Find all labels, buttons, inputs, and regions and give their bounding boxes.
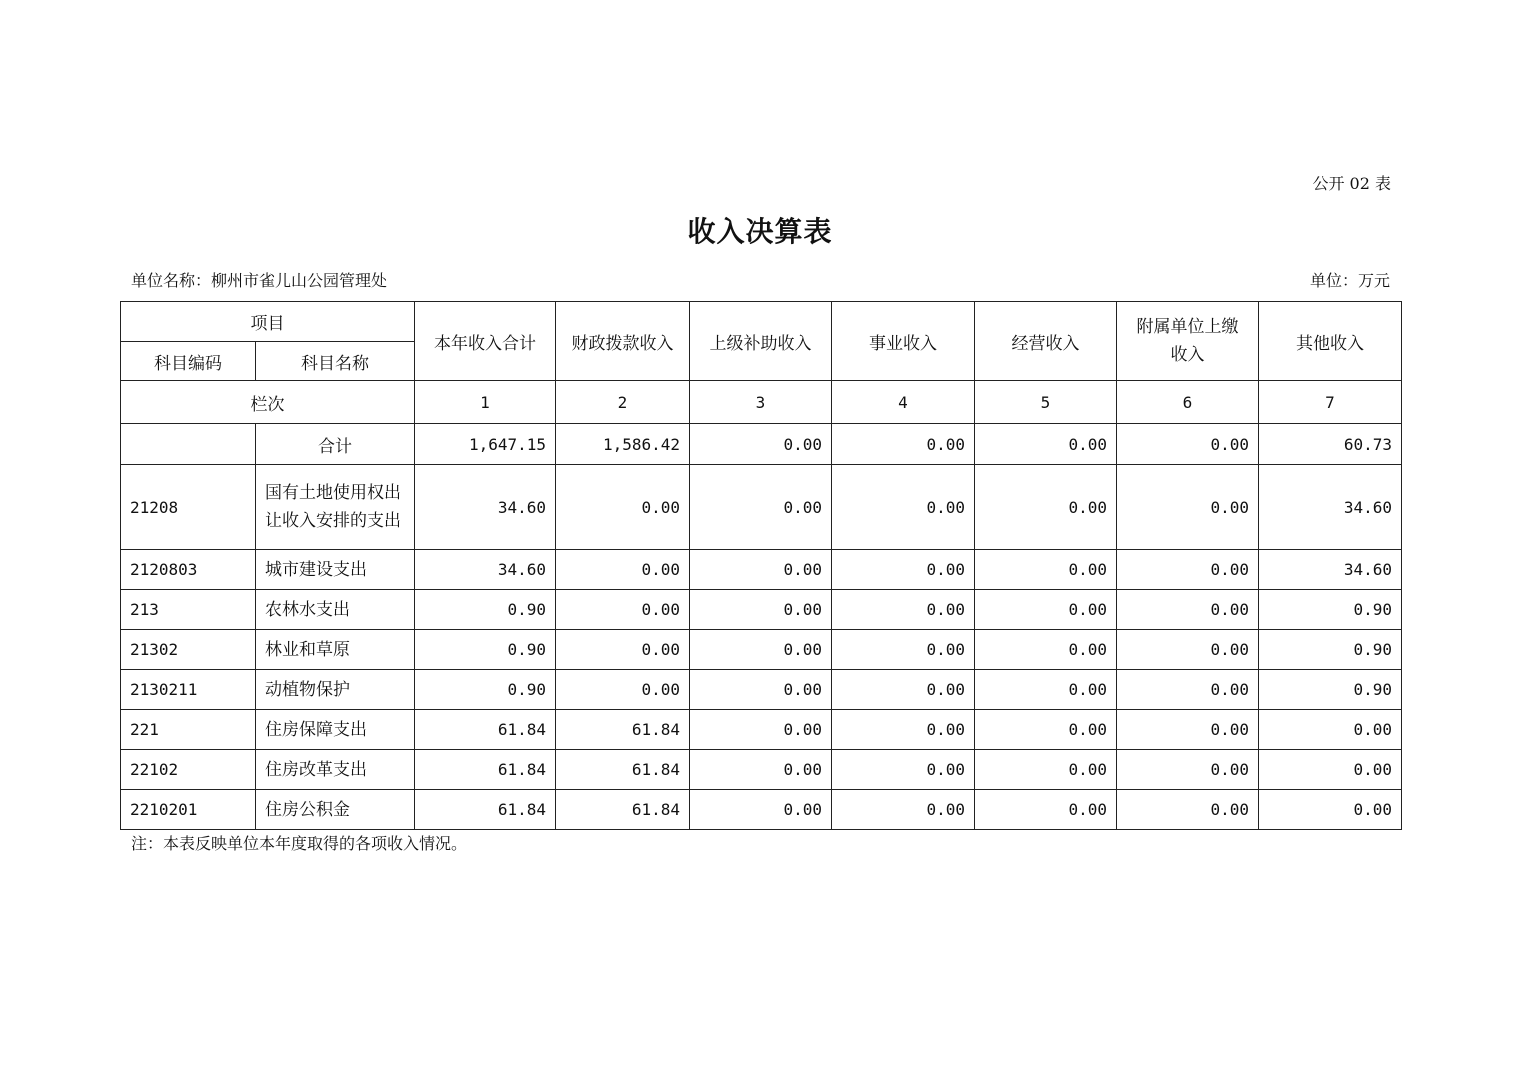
amount-cell: 0.00 bbox=[832, 670, 975, 710]
amount-cell: 0.00 bbox=[832, 550, 975, 590]
total-value: 0.00 bbox=[832, 424, 975, 465]
column-index-cell: 7 bbox=[1259, 381, 1402, 424]
header-col-other: 其他收入 bbox=[1259, 302, 1402, 381]
amount-cell: 0.00 bbox=[832, 790, 975, 830]
amount-cell: 0.00 bbox=[975, 750, 1117, 790]
total-label: 合计 bbox=[256, 424, 415, 465]
subject-name: 动植物保护 bbox=[256, 670, 415, 710]
column-index-label: 栏次 bbox=[121, 381, 415, 424]
amount-cell: 0.00 bbox=[556, 465, 690, 550]
amount-cell: 0.00 bbox=[832, 710, 975, 750]
header-name: 科目名称 bbox=[256, 342, 415, 381]
amount-cell: 0.00 bbox=[690, 750, 832, 790]
amount-cell: 34.60 bbox=[1259, 465, 1402, 550]
amount-cell: 0.00 bbox=[1117, 630, 1259, 670]
subject-name: 国有土地使用权出让收入安排的支出 bbox=[256, 465, 415, 550]
header-col-business: 事业收入 bbox=[832, 302, 975, 381]
amount-cell: 0.00 bbox=[832, 630, 975, 670]
data-rows bbox=[121, 465, 1402, 830]
column-index-cell: 6 bbox=[1117, 381, 1259, 424]
subject-name: 住房公积金 bbox=[256, 790, 415, 830]
amount-cell: 0.90 bbox=[1259, 590, 1402, 630]
total-row bbox=[121, 424, 1402, 465]
header-col-operating: 经营收入 bbox=[975, 302, 1117, 381]
amount-cell: 0.00 bbox=[975, 590, 1117, 630]
amount-cell: 0.00 bbox=[975, 465, 1117, 550]
amount-cell: 0.90 bbox=[1259, 670, 1402, 710]
amount-cell: 34.60 bbox=[415, 465, 556, 550]
amount-cell: 61.84 bbox=[415, 790, 556, 830]
subject-code: 213 bbox=[121, 590, 256, 630]
amount-cell: 0.00 bbox=[690, 790, 832, 830]
subject-name: 城市建设支出 bbox=[256, 550, 415, 590]
currency-unit-label: 单位：万元 bbox=[1309, 271, 1390, 290]
subject-code: 2130211 bbox=[121, 670, 256, 710]
column-index-cell: 2 bbox=[556, 381, 690, 424]
amount-cell: 61.84 bbox=[556, 790, 690, 830]
form-number: 公开 02 表 bbox=[1312, 174, 1391, 193]
amount-cell: 0.90 bbox=[1259, 630, 1402, 670]
amount-cell: 0.90 bbox=[415, 630, 556, 670]
amount-cell: 0.00 bbox=[1259, 710, 1402, 750]
amount-cell: 34.60 bbox=[415, 550, 556, 590]
total-value: 0.00 bbox=[975, 424, 1117, 465]
amount-cell: 0.00 bbox=[690, 630, 832, 670]
total-value: 1,647.15 bbox=[415, 424, 556, 465]
column-index-cell: 4 bbox=[832, 381, 975, 424]
amount-cell: 0.00 bbox=[1117, 710, 1259, 750]
total-code-cell bbox=[121, 424, 256, 465]
total-value: 0.00 bbox=[1117, 424, 1259, 465]
amount-cell: 0.00 bbox=[556, 670, 690, 710]
amount-cell: 0.00 bbox=[690, 590, 832, 630]
amount-cell: 0.00 bbox=[690, 550, 832, 590]
column-index-row bbox=[121, 381, 1402, 424]
subject-code: 21302 bbox=[121, 630, 256, 670]
page-title: 收入决算表 bbox=[687, 215, 833, 248]
amount-cell: 34.60 bbox=[1259, 550, 1402, 590]
table-row bbox=[121, 750, 1402, 790]
subject-code: 2210201 bbox=[121, 790, 256, 830]
column-index-cell: 5 bbox=[975, 381, 1117, 424]
amount-cell: 0.90 bbox=[415, 590, 556, 630]
amount-cell: 0.00 bbox=[556, 550, 690, 590]
column-index-cell: 3 bbox=[690, 381, 832, 424]
subject-name: 林业和草原 bbox=[256, 630, 415, 670]
amount-cell: 61.84 bbox=[556, 710, 690, 750]
total-value: 1,586.42 bbox=[556, 424, 690, 465]
unit-name-label: 单位名称：柳州市雀儿山公园管理处 bbox=[131, 271, 388, 290]
subject-code: 2120803 bbox=[121, 550, 256, 590]
amount-cell: 0.00 bbox=[975, 790, 1117, 830]
subject-code: 22102 bbox=[121, 750, 256, 790]
amount-cell: 0.00 bbox=[690, 670, 832, 710]
header-col-total: 本年收入合计 bbox=[415, 302, 556, 381]
amount-cell: 0.00 bbox=[556, 590, 690, 630]
amount-cell: 0.00 bbox=[975, 550, 1117, 590]
header-code: 科目编码 bbox=[121, 342, 256, 381]
table-row bbox=[121, 465, 1402, 550]
amount-cell: 61.84 bbox=[556, 750, 690, 790]
amount-cell: 0.00 bbox=[1117, 750, 1259, 790]
header-col-affiliated: 附属单位上缴收入 bbox=[1117, 302, 1259, 381]
column-index-cell: 1 bbox=[415, 381, 556, 424]
amount-cell: 0.00 bbox=[832, 590, 975, 630]
amount-cell: 0.90 bbox=[415, 670, 556, 710]
table-row bbox=[121, 550, 1402, 590]
table-row bbox=[121, 670, 1402, 710]
amount-cell: 0.00 bbox=[1259, 790, 1402, 830]
amount-cell: 0.00 bbox=[1117, 670, 1259, 710]
total-value: 0.00 bbox=[690, 424, 832, 465]
amount-cell: 0.00 bbox=[975, 710, 1117, 750]
subject-code: 221 bbox=[121, 710, 256, 750]
amount-cell: 61.84 bbox=[415, 750, 556, 790]
subject-name: 住房保障支出 bbox=[256, 710, 415, 750]
table-row bbox=[121, 710, 1402, 750]
footnote: 注：本表反映单位本年度取得的各项收入情况。 bbox=[131, 834, 468, 853]
subject-code: 21208 bbox=[121, 465, 256, 550]
amount-cell: 0.00 bbox=[832, 465, 975, 550]
income-table bbox=[120, 301, 1402, 830]
table-row bbox=[121, 590, 1402, 630]
amount-cell: 0.00 bbox=[690, 465, 832, 550]
header-col-superior: 上级补助收入 bbox=[690, 302, 832, 381]
amount-cell: 0.00 bbox=[1117, 590, 1259, 630]
subject-name: 住房改革支出 bbox=[256, 750, 415, 790]
header-col-fiscal: 财政拨款收入 bbox=[556, 302, 690, 381]
amount-cell: 61.84 bbox=[415, 710, 556, 750]
amount-cell: 0.00 bbox=[975, 630, 1117, 670]
amount-cell: 0.00 bbox=[1117, 790, 1259, 830]
amount-cell: 0.00 bbox=[1117, 550, 1259, 590]
amount-cell: 0.00 bbox=[690, 710, 832, 750]
subject-name: 农林水支出 bbox=[256, 590, 415, 630]
total-value: 60.73 bbox=[1259, 424, 1402, 465]
amount-cell: 0.00 bbox=[1117, 465, 1259, 550]
header-row-1 bbox=[121, 302, 1402, 342]
amount-cell: 0.00 bbox=[1259, 750, 1402, 790]
amount-cell: 0.00 bbox=[832, 750, 975, 790]
amount-cell: 0.00 bbox=[975, 670, 1117, 710]
table-row bbox=[121, 790, 1402, 830]
amount-cell: 0.00 bbox=[556, 630, 690, 670]
table-row bbox=[121, 630, 1402, 670]
header-project: 项目 bbox=[121, 302, 415, 342]
